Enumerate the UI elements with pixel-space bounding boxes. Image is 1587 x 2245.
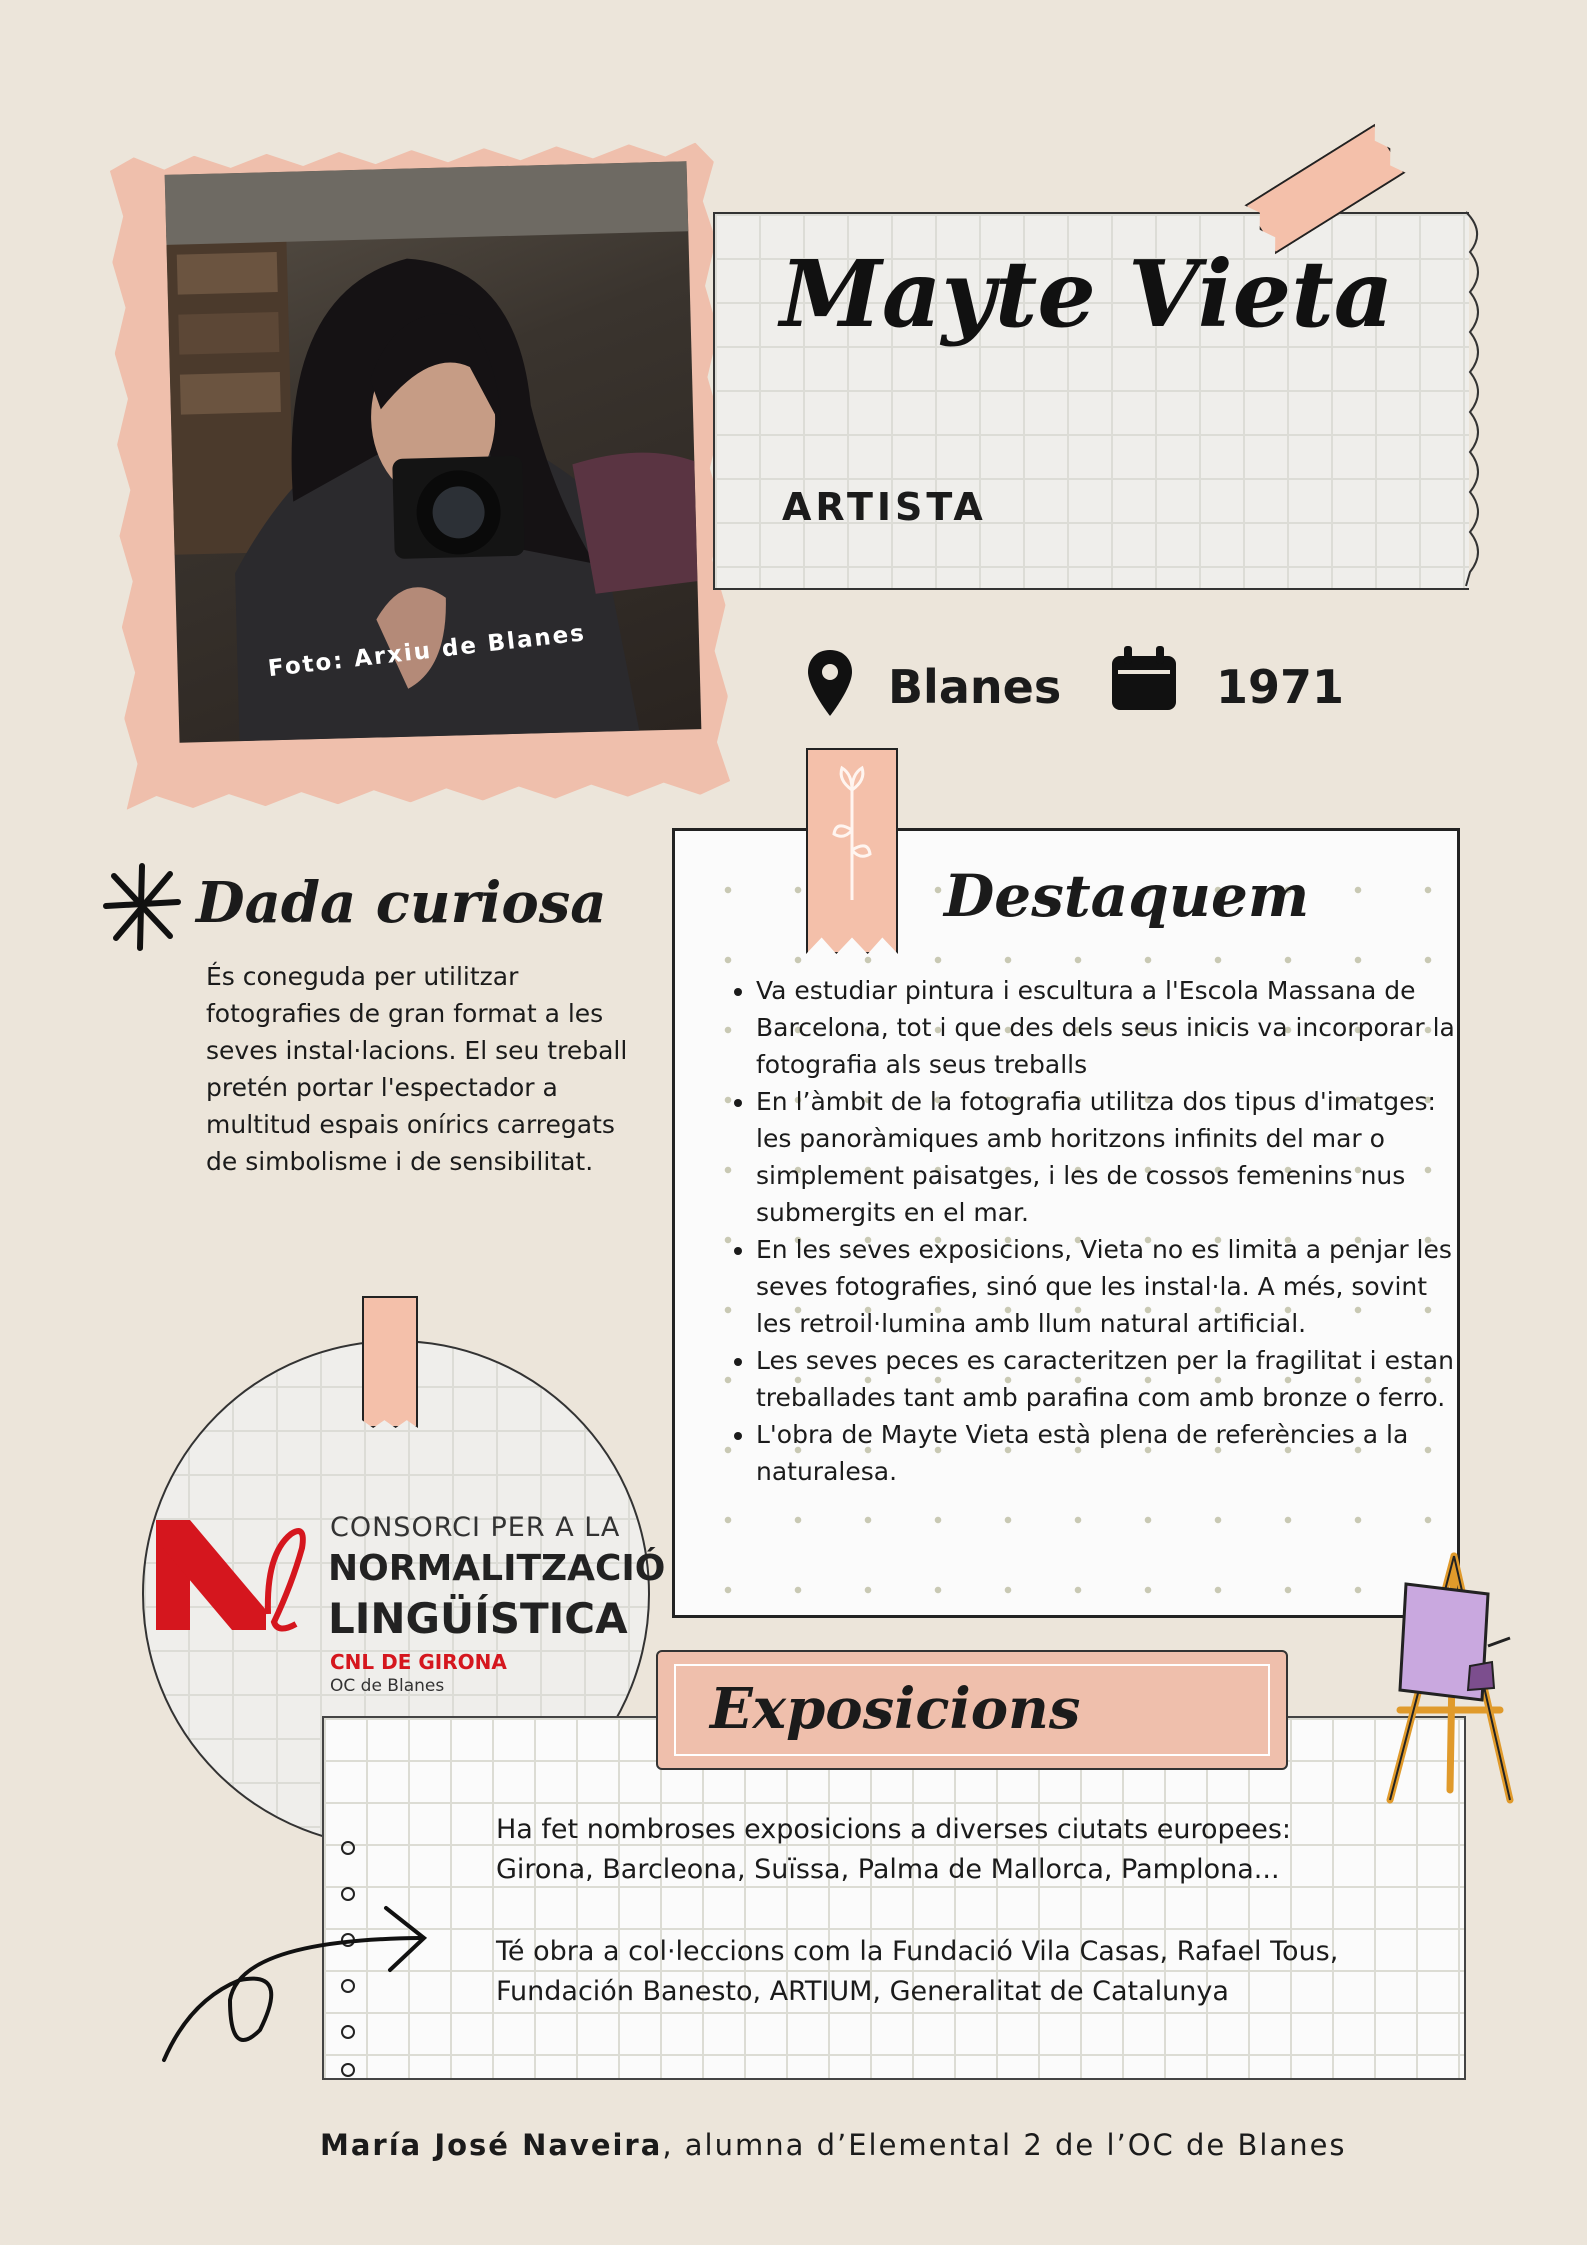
highlight-item: • Les seves peces es caracteritzen per la fragilitat i estan treballades tant amb parafina com amb bronze o ferro. <box>756 1342 1470 1416</box>
highlight-item: • L'obra de Mayte Vieta està plena de referències a la naturalesa. <box>756 1416 1470 1490</box>
artist-role: ARTISTA <box>782 485 987 529</box>
easel-icon <box>1370 1550 1520 1810</box>
exhibitions-title: Exposicions <box>710 1676 1081 1742</box>
exhibitions-para-2: Té obra a col·leccions com la Fundació Vila Casas, Rafael Tous, Fundación Banesto, ARTIUM, Generalitat de Catalunya <box>496 1936 1339 2007</box>
highlight-item: • Va estudiar pintura i escultura a l'Escola Massana de Barcelona, tot i que des dels seus inicis va incorporar la fotografia als seus treballs <box>756 972 1470 1083</box>
asterisk-doodle-icon <box>100 860 184 952</box>
exhibitions-para-1: Ha fet nombroses exposicions a diverses ciutats europees: Girona, Barcleona, Suïssa, Palma de Mallorca, Pamplona... <box>496 1814 1291 1885</box>
highlight-item: • En l’àmbit de la fotografia utilitza dos tipus d'imatges: les panoràmiques amb horitzons infinits del mar o simplement paisatges, i les de cossos femenins nus submergits en el mar. <box>756 1083 1470 1231</box>
logo-line-4: CNL DE GIRONA <box>330 1650 507 1674</box>
calendar-icon <box>1108 644 1180 714</box>
footer-rest: , alumna d’Elemental 2 de l’OC de Blanes <box>662 2128 1347 2162</box>
photo-credit: Foto: Arxiu de Blanes <box>266 620 588 683</box>
curiosity-text: És coneguda per utilitzar fotografies de gran format a les seves instal·lacions. El seu treball pretén portar l'espectador a multitud espais onírics carregats de simbolisme i de sensibilitat. <box>206 962 628 1176</box>
logo-tape <box>362 1296 418 1428</box>
flower-sprig-icon <box>808 750 896 930</box>
footer-author: María José Naveira <box>320 2128 663 2162</box>
exhibitions-card <box>322 1716 1466 2080</box>
highlights-ribbon <box>806 748 898 954</box>
curiosity-title: Dada curiosa <box>196 870 607 936</box>
year-text: 1971 <box>1216 660 1345 714</box>
artist-name: Mayte Vieta <box>780 240 1394 348</box>
artist-photo <box>165 161 702 742</box>
logo-line-3: LINGÜÍSTICA <box>328 1594 628 1643</box>
arrow-doodle-icon <box>150 1890 430 2070</box>
scalloped-edge <box>1440 210 1500 590</box>
cnl-logo-mark <box>156 1514 326 1636</box>
footer-credit <box>320 2128 1347 2162</box>
logo-line-2: NORMALITZACIÓ <box>328 1548 666 1589</box>
highlights-list <box>716 972 1470 1490</box>
location-pin-icon <box>806 648 854 718</box>
logo-line-5: OC de Blanes <box>330 1676 445 1696</box>
logo-line-1: CONSORCI PER A LA <box>330 1512 621 1543</box>
location-text: Blanes <box>888 660 1062 714</box>
highlights-title: Destaquem <box>944 862 1310 930</box>
highlight-item: • En les seves exposicions, Vieta no es limita a penjar les seves fotografies, sinó que les instal·la. A més, sovint les retroil·lumina amb llum natural artificial. <box>756 1231 1470 1342</box>
